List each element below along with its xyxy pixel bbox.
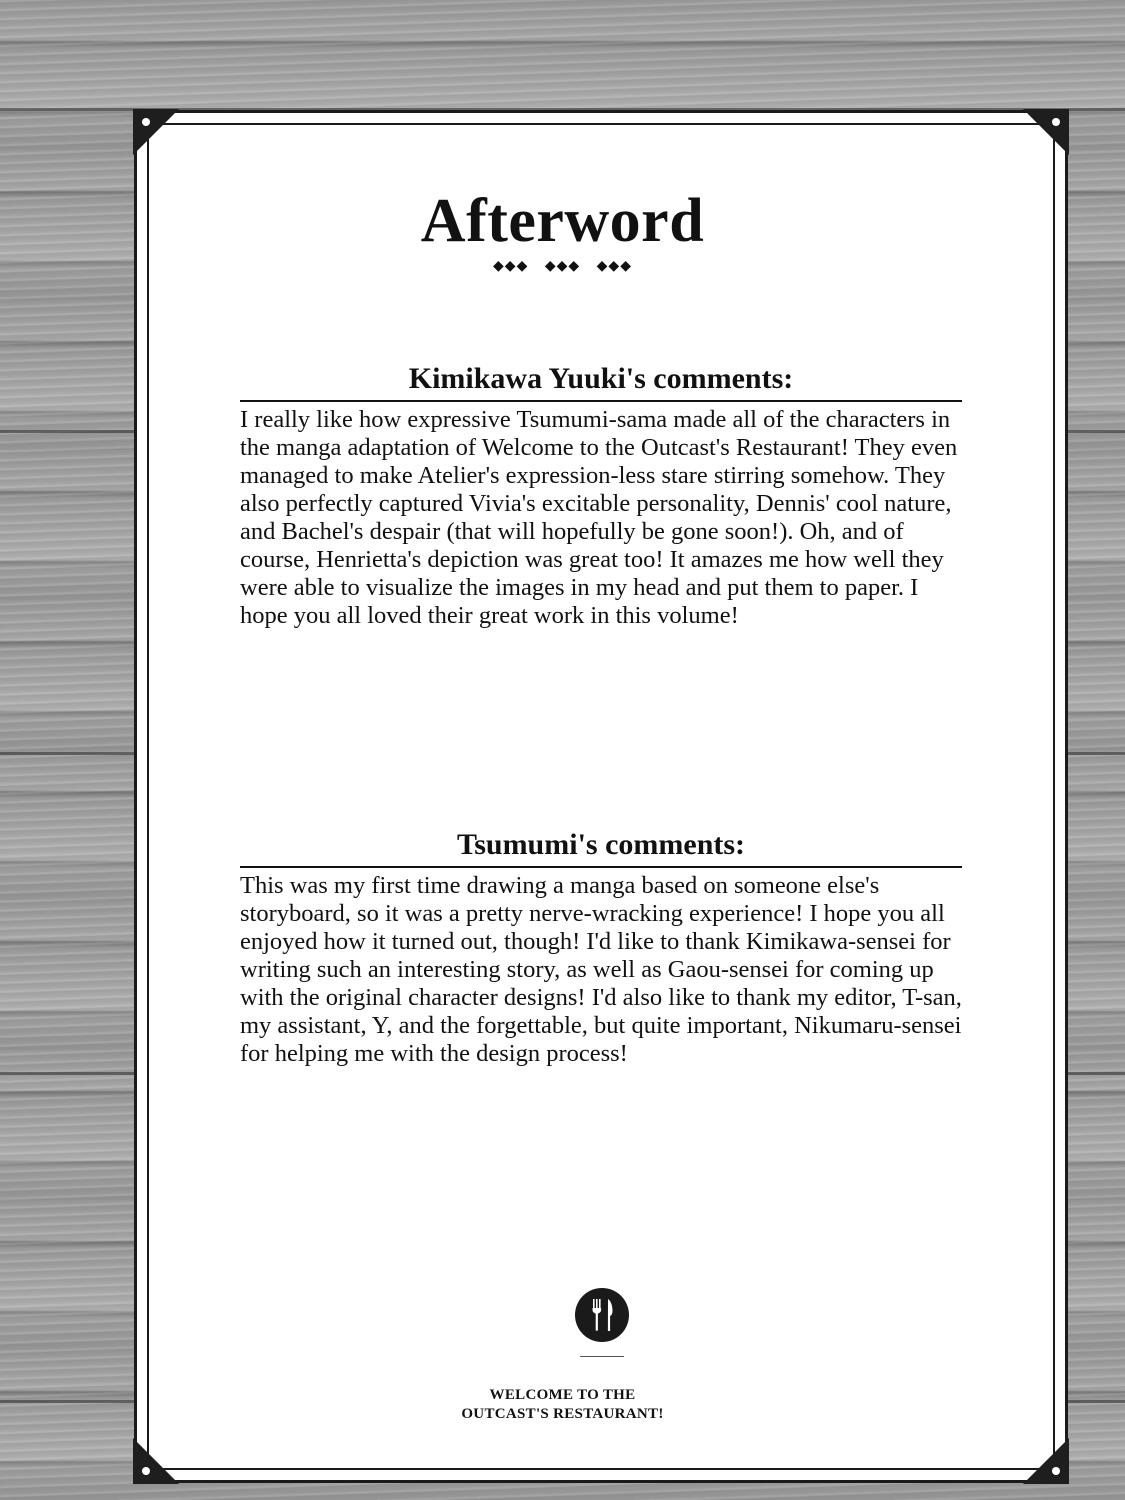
comment-section-kimikawa — [240, 362, 962, 630]
section-body: This was my first time drawing a manga based on someone else's storyboard, so it was a pretty nerve-wracking experience! I hope you all enjoyed how it turned out, though! I'd like to thank Kimikawa-sensei for writing such an interesting story, as well as Gaou-sensei for coming up with the original character designs! I'd also like to thank my editor, T-san, my assistant, Y, and the forgettable, but quite important, Nikumaru-sensei for helping me with the design process! — [240, 872, 962, 1067]
title-ornament — [0, 258, 1125, 275]
section-heading: Tsumumi's comments: — [240, 828, 962, 868]
section-heading: Kimikawa Yuuki's comments: — [240, 362, 962, 402]
comment-section-tsumumi — [240, 828, 962, 1068]
menu-card-border — [147, 123, 1055, 1470]
diamond-ornament-icon: ◆◆◆ — [544, 259, 581, 274]
diamond-ornament-icon: ◆◆◆ — [493, 259, 529, 274]
diamond-ornament-icon: ◆◆◆ — [596, 259, 632, 274]
section-body: I really like how expressive Tsumumi-sama made all of the characters in the manga adaptation of Welcome to the Outcast's Restaurant! They even managed to make Atelier's expression-less stare stirring somehow. They also perfectly captured Vivia's excitable personality, Dennis' cool nature, and Bachel's despair (that will hopefully be gone soon!). Oh, and of course, Henrietta's depiction was great too! It amazes me how well they were able to visualize the images in my head and put them to paper. I hope you all loved their great work in this volume! — [240, 406, 958, 629]
menu-card — [137, 113, 1065, 1480]
footer-line: OUTCAST'S RESTAURANT! — [461, 1406, 664, 1422]
fork-knife-icon — [575, 1288, 629, 1342]
footer-brand — [0, 1386, 1125, 1424]
logo-divider — [580, 1356, 624, 1357]
footer-line: WELCOME TO THE — [489, 1387, 636, 1403]
page-title: Afterword — [420, 187, 705, 255]
